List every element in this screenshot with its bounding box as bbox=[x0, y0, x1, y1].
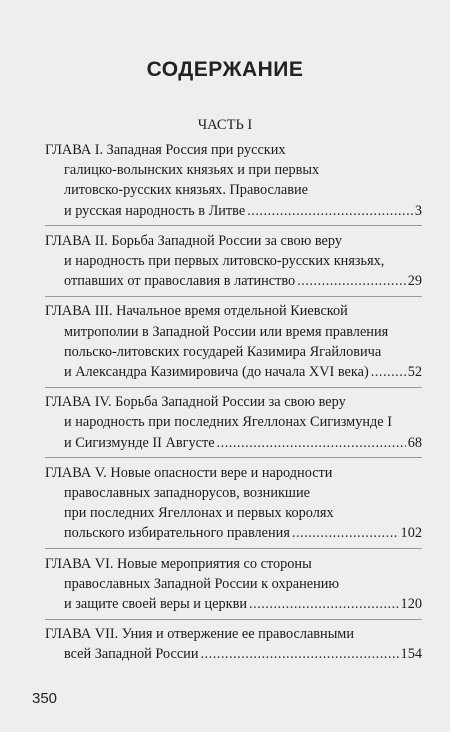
chapter-title-line: православных Западной России к охранению bbox=[64, 575, 340, 592]
dot-leader bbox=[247, 201, 413, 221]
chapter-page-number: 154 bbox=[400, 646, 422, 663]
chapter-title-line: и Сигизмунде II Августе bbox=[64, 434, 215, 451]
toc-entry bbox=[45, 231, 422, 292]
chapter-title-line: всей Западной России bbox=[64, 646, 199, 663]
table-of-contents bbox=[45, 140, 422, 669]
toc-entry bbox=[45, 140, 422, 221]
chapter-title-line: и народность при последних Ягеллонах Сигизмунде I bbox=[64, 414, 392, 431]
chapter-title-line: литовско-русских князьях. Православие bbox=[64, 182, 309, 199]
chapter-page-number: 68 bbox=[407, 434, 422, 451]
dot-leader bbox=[292, 523, 399, 543]
chapter-last-line bbox=[45, 594, 422, 614]
chapter-title-line: православных западнорусов, возникшие bbox=[64, 484, 310, 501]
entry-divider bbox=[45, 225, 422, 226]
chapter-last-line bbox=[45, 523, 422, 543]
chapter-page-number: 3 bbox=[414, 202, 422, 219]
toc-entry bbox=[45, 554, 422, 615]
entry-divider bbox=[45, 457, 422, 458]
chapter-last-line bbox=[45, 433, 422, 453]
chapter-title-line: польско-литовских государей Казимира Ягайловича bbox=[64, 343, 382, 360]
toc-entry bbox=[45, 301, 422, 382]
dot-leader bbox=[297, 271, 406, 291]
chapter-last-line bbox=[45, 644, 422, 664]
chapter-last-line bbox=[45, 362, 422, 382]
chapter-heading-line: ГЛАВА I. Западная Россия при русских bbox=[45, 142, 286, 158]
chapter-title-line: отпавших от православия в латинство bbox=[64, 273, 296, 290]
chapter-title-line: митрополии в Западной России или время правления bbox=[64, 323, 389, 340]
chapter-page-number: 102 bbox=[400, 525, 422, 542]
chapter-page-number: 29 bbox=[407, 273, 422, 290]
page-number: 350 bbox=[32, 690, 58, 707]
chapter-heading-line: ГЛАВА III. Начальное время отдельной Киевской bbox=[45, 303, 348, 320]
chapter-heading-line: ГЛАВА VI. Новые мероприятия со стороны bbox=[45, 555, 312, 572]
dot-leader bbox=[249, 594, 399, 614]
toc-entry bbox=[45, 463, 422, 544]
entry-divider bbox=[45, 296, 422, 297]
chapter-title-line: польского избирательного правления bbox=[64, 525, 290, 542]
chapter-heading-line: ГЛАВА V. Новые опасности вере и народности bbox=[45, 464, 333, 481]
toc-entry bbox=[45, 624, 422, 664]
entry-divider bbox=[45, 619, 422, 620]
chapter-last-line bbox=[45, 201, 422, 221]
toc-entry bbox=[45, 392, 422, 453]
dot-leader bbox=[217, 433, 406, 453]
part-heading: ЧАСТЬ I bbox=[197, 117, 253, 133]
dot-leader bbox=[371, 362, 406, 382]
entry-divider bbox=[45, 548, 422, 549]
chapter-title-line: и защите своей веры и церкви bbox=[64, 595, 247, 612]
chapter-page-number: 120 bbox=[400, 595, 422, 612]
chapter-heading-line: ГЛАВА IV. Борьба Западной России за свою веру bbox=[45, 394, 346, 411]
chapter-last-line bbox=[45, 271, 422, 291]
chapter-title-line: и народность при первых литовско-русских князьях, bbox=[64, 253, 385, 269]
chapter-heading-line: ГЛАВА II. Борьба Западной России за свою веру bbox=[45, 232, 343, 249]
chapter-page-number: 52 bbox=[407, 364, 422, 380]
chapter-heading-line: ГЛАВА VII. Уния и отвержение ее православными bbox=[45, 626, 355, 643]
chapter-title-line: и Александра Казимировича (до начала XVI века) bbox=[64, 364, 369, 380]
chapter-title-line: при последних Ягеллонах и первых королях bbox=[64, 505, 334, 522]
entry-divider bbox=[45, 387, 422, 388]
chapter-title-line: галицко-волынских князьях и при первых bbox=[64, 162, 320, 179]
chapter-title-line: и русская народность в Литве bbox=[64, 202, 246, 219]
dot-leader bbox=[200, 644, 398, 664]
page-title: СОДЕРЖАНИЕ bbox=[146, 58, 304, 81]
